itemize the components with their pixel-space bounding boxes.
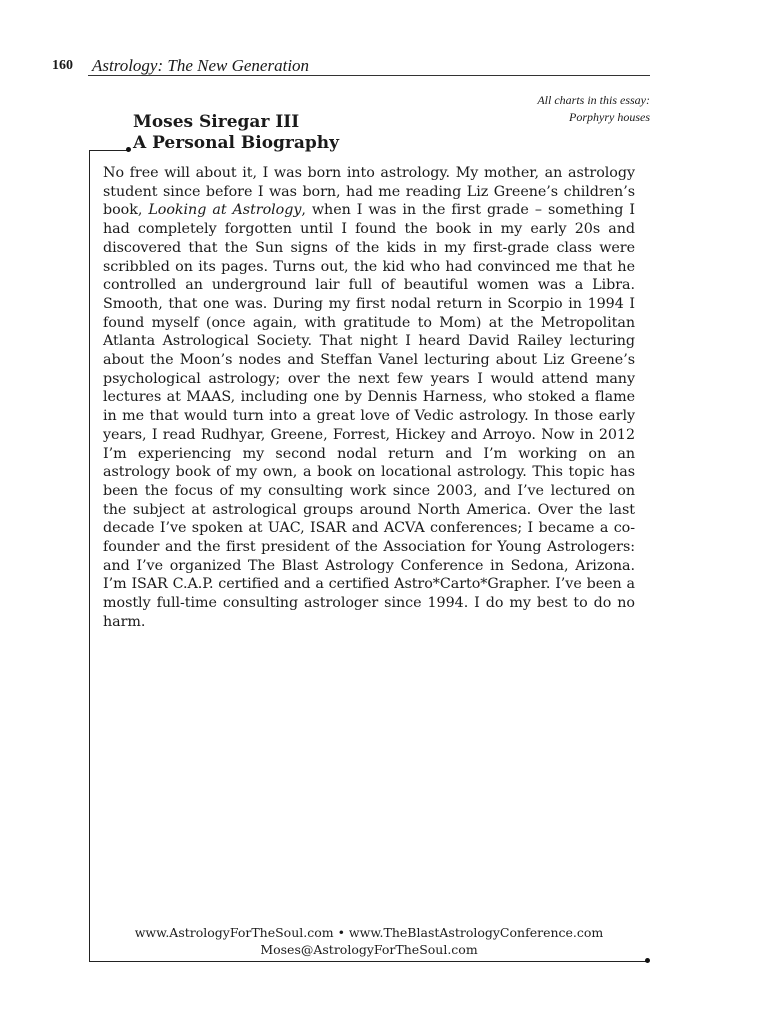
footer-email[interactable]: Moses@AstrologyForTheSoul.com [260,942,478,957]
frame-left-rule [89,150,90,962]
frame-bottom-rule [89,961,649,962]
frame-bottom-dot [645,958,650,963]
biography-part2: , when I was in the first grade – something I had completely forgotten until I found the book in my early 20s and discovered that the Sun signs of the kids in my first-grade class were scribbled on its pages. Turns out, the kid who had convinced me that he controlled an underground lair full of beautiful women was a Libra. Smooth, that one was. During my first nodal return in Scorpio in 1994 I found myself (once again, with gratitude to Mom) at the Metropolitan Atlanta Astrological Society. That night I heard David Railey lecturing about the Moon’s nodes and Steffan Vanel lecturing about Liz Greene’s psychological astrology; over the next few years I would attend many lectures at MAAS, including one by Dennis Harness, who stoked a flame in me that would turn into a great love of Vedic astrology. In those early years, I read Rudhyar, Greene, Forrest, Hickey and Arroyo. Now in 2012 I’m experiencing my second nodal return and I’m working on an astrology book of my own, a book on locational astrology. This topic has been the focus of my consulting work since 2003, and I’ve lectured on the subject at astrological groups around North America. Over the last decade I’ve spoken at UAC, ISAR and ACVA conferences; I became a co-founder and the first president of the Association for Young Astrologers: and I’ve organized The Blast Astrology Conference in Sedona, Arizona. I’m ISAR C.A.P. certified and a certified Astro*Carto*Grapher. I’ve been a mostly full-time consulting astrologer since 1994. I do my best to do no harm. [103,202,635,630]
author-heading [133,112,339,154]
charts-note-line1: All charts in this essay: [537,93,650,107]
author-name: Moses Siregar III [133,112,300,132]
biography-text [103,164,635,632]
footer-links [103,924,635,958]
book-title: Looking at Astrology [148,202,302,219]
charts-note-line2: Porphyry houses [569,110,650,124]
running-title: Astrology: The New Generation [92,56,310,75]
page-number: 160 [52,58,73,73]
footer-websites[interactable]: www.AstrologyForTheSoul.com • www.TheBlastAstrologyConference.com [134,925,604,940]
header-rule [88,75,650,76]
frame-top-rule [89,150,129,151]
frame-top-dot [126,147,131,152]
author-subtitle: A Personal Biography [133,133,340,153]
biography-part1: No free will about it, I was born into astrology. My mother, an astrology student since before I was born, had me reading Liz Greene’s children’s book, [103,165,635,219]
charts-note [537,92,650,126]
